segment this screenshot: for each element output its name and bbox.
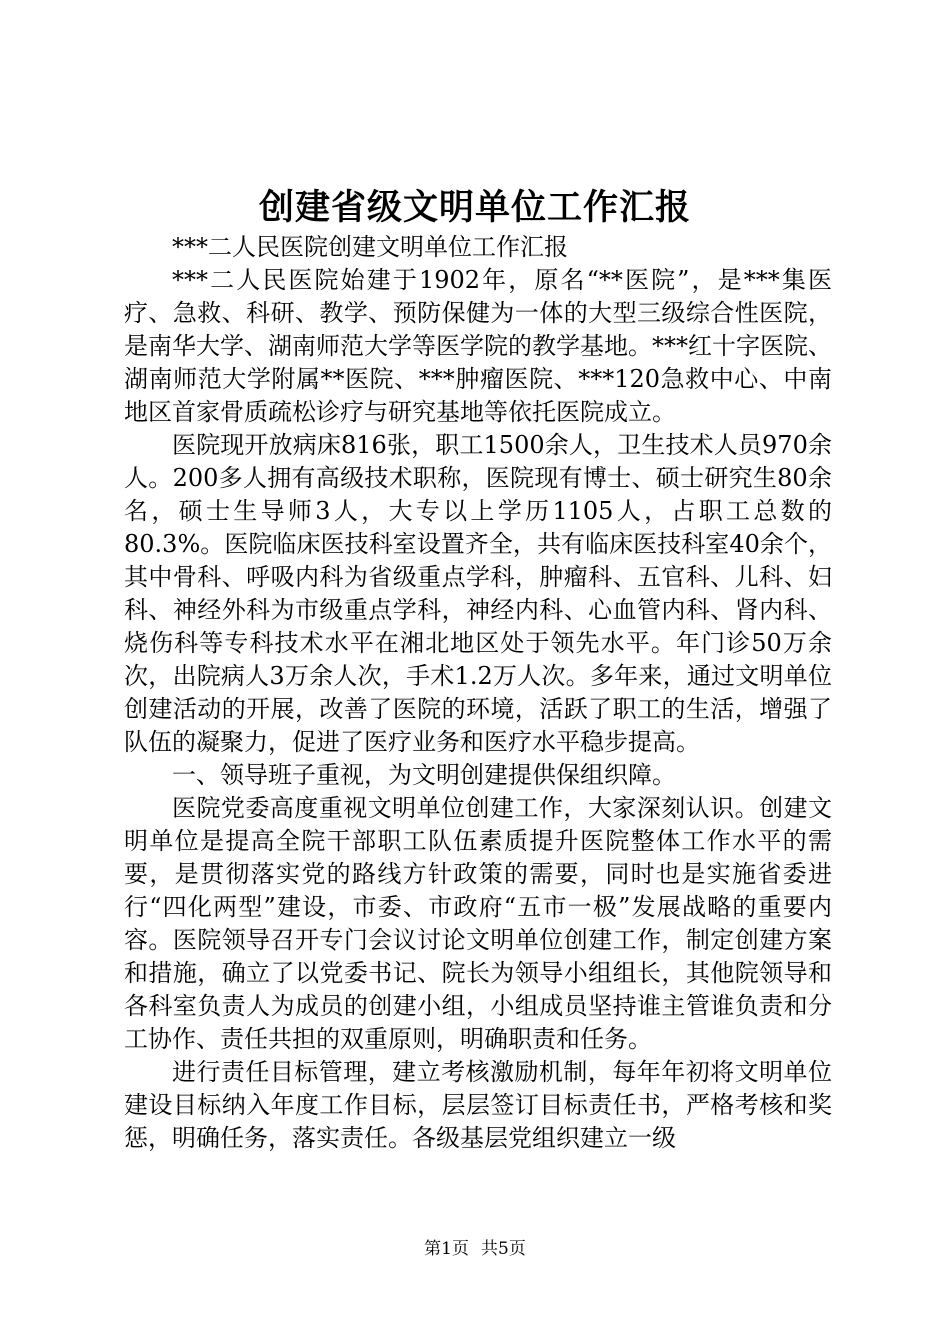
document-title: 创建省级文明单位工作汇报 [258, 187, 691, 228]
paragraph-hospital-history: ***二人民医院始建于1902年，原名“**医院”，是***集医疗、急救、科研、教学、预防保健为一体的大型三级综合性医院，是南华大学、湖南师范大学等医学院的教学基地。***红十字医院、湖南师范大学附属**医院、***肿瘤医院、***120急救中心、中南地区首家骨质疏松诊疗与研究基地等依托医院成立。 [124, 266, 832, 426]
page-total: 共5页 [481, 1239, 526, 1259]
page-number: 第1页 [424, 1239, 469, 1259]
paragraph-party-committee: 医院党委高度重视文明单位创建工作，大家深刻认识。创建文明单位是提高全院干部职工队伍素质提升医院整体工作水平的需要，是贯彻落实党的路线方针政策的需要，同时也是实施省委进行“四化两型”建设，市委、市政府“五市一极”发展战略的重要内容。医院领导召开专门会议讨论文明单位创建工作，制定创建方案和措施，确立了以党委书记、院长为领导小组组长，其他院领导和各科室负责人为成员的创建小组，小组成员坚持谁主管谁负责和分工协作、责任共担的双重原则，明确职责和任务。 [124, 794, 832, 1053]
paragraph-subtitle: ***二人民医院创建文明单位工作汇报 [172, 233, 568, 261]
paragraph-target-management: 进行责任目标管理，建立考核激励机制，每年年初将文明单位建设目标纳入年度工作目标，层层签订目标责任书，严格考核和奖惩，明确任务，落实责任。各级基层党组织建立一级 [124, 1058, 832, 1152]
page-footer [0, 1237, 950, 1261]
section-heading-leadership: 一、领导班子重视，为文明创建提供保组织障。 [172, 761, 676, 789]
paragraph-hospital-scale: 医院现开放病床816张，职工1500余人，卫生技术人员970余人。200多人拥有高级技术职称，医院现有博士、硕士研究生80余名，硕士生导师3人，大专以上学历1105人，占职工总数的80.3%。医院临床医技科室设置齐全，共有临床医技科室40余个，其中骨科、呼吸内科为省级重点学科，肿瘤科、五官科、儿科、妇科、神经外科为市级重点学科，神经内科、心血管内科、肾内科、烧伤科等专科技术水平在湘北地区处于领先水平。年门诊50万余次，出院病人3万余人次，手术1.2万人次。多年来，通过文明单位创建活动的开展，改善了医院的环境，活跃了职工的生活，增强了队伍的凝聚力，促进了医疗业务和医疗水平稳步提高。 [124, 431, 832, 756]
document-body [124, 231, 832, 1155]
